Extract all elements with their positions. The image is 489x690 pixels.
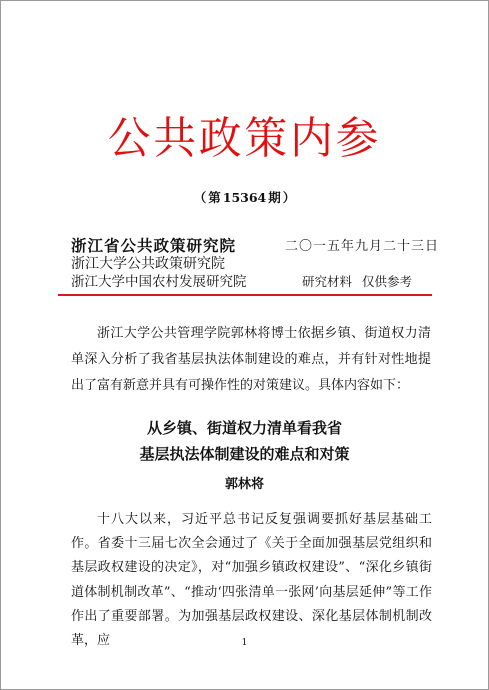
issue-suffix: 期 [268,190,281,205]
body-paragraph: 十八大以来，习近平总书记反复强调要抓好基层基础工作。省委十三届七次全会通过了《关于全面加强基层党组织和基层政权建设的决定》，对“加强乡镇政权建设”、“深化乡镇街道体制机制改革”、“推动‘四张清单一张网’向基层延伸”等工作作出了重要部署。为加强基层政权建设、深化基层体制机制改革，应 [71,512,432,649]
issue-open: （ [193,190,207,205]
issue-close: ） [282,190,296,205]
notice-reference: 仅供参考 [362,274,413,289]
article-title-line-2: 基层执法体制建设的难点和对策 [139,445,350,463]
article-title-line-1: 从乡镇、街道权力清单看我省 [146,419,342,437]
intro-paragraph: 浙江大学公共管理学院郭林将博士依据乡镇、街道权力清单深入分析了我省基层执法体制建设的难点，并有针对性地提出了富有新意并具有可操作性的对策建议。具体内容如下： [71,326,431,393]
notice-material: 研究材料 [302,274,353,289]
masthead-title: 公共政策内参 [107,113,382,164]
intro-section [71,321,431,399]
issue-prefix: 第 [208,190,221,205]
header-divider [58,294,432,296]
article-author: 郭林将 [224,477,264,492]
issue-number [1,190,488,206]
org-zju-public-policy-institute: 浙江大学公共政策研究院 [71,256,225,272]
issue-number-value: 15364 [222,190,267,205]
org-zhejiang-public-policy-institute: 浙江省公共政策研究院 [71,236,237,255]
page-number: 1 [241,638,248,648]
publication-date: 二〇一五年九月二十三日 [285,239,440,254]
org-zju-rural-development-institute: 浙江大学中国农村发展研究院 [71,274,247,290]
article-body [71,508,432,653]
circulation-notice [302,273,412,291]
